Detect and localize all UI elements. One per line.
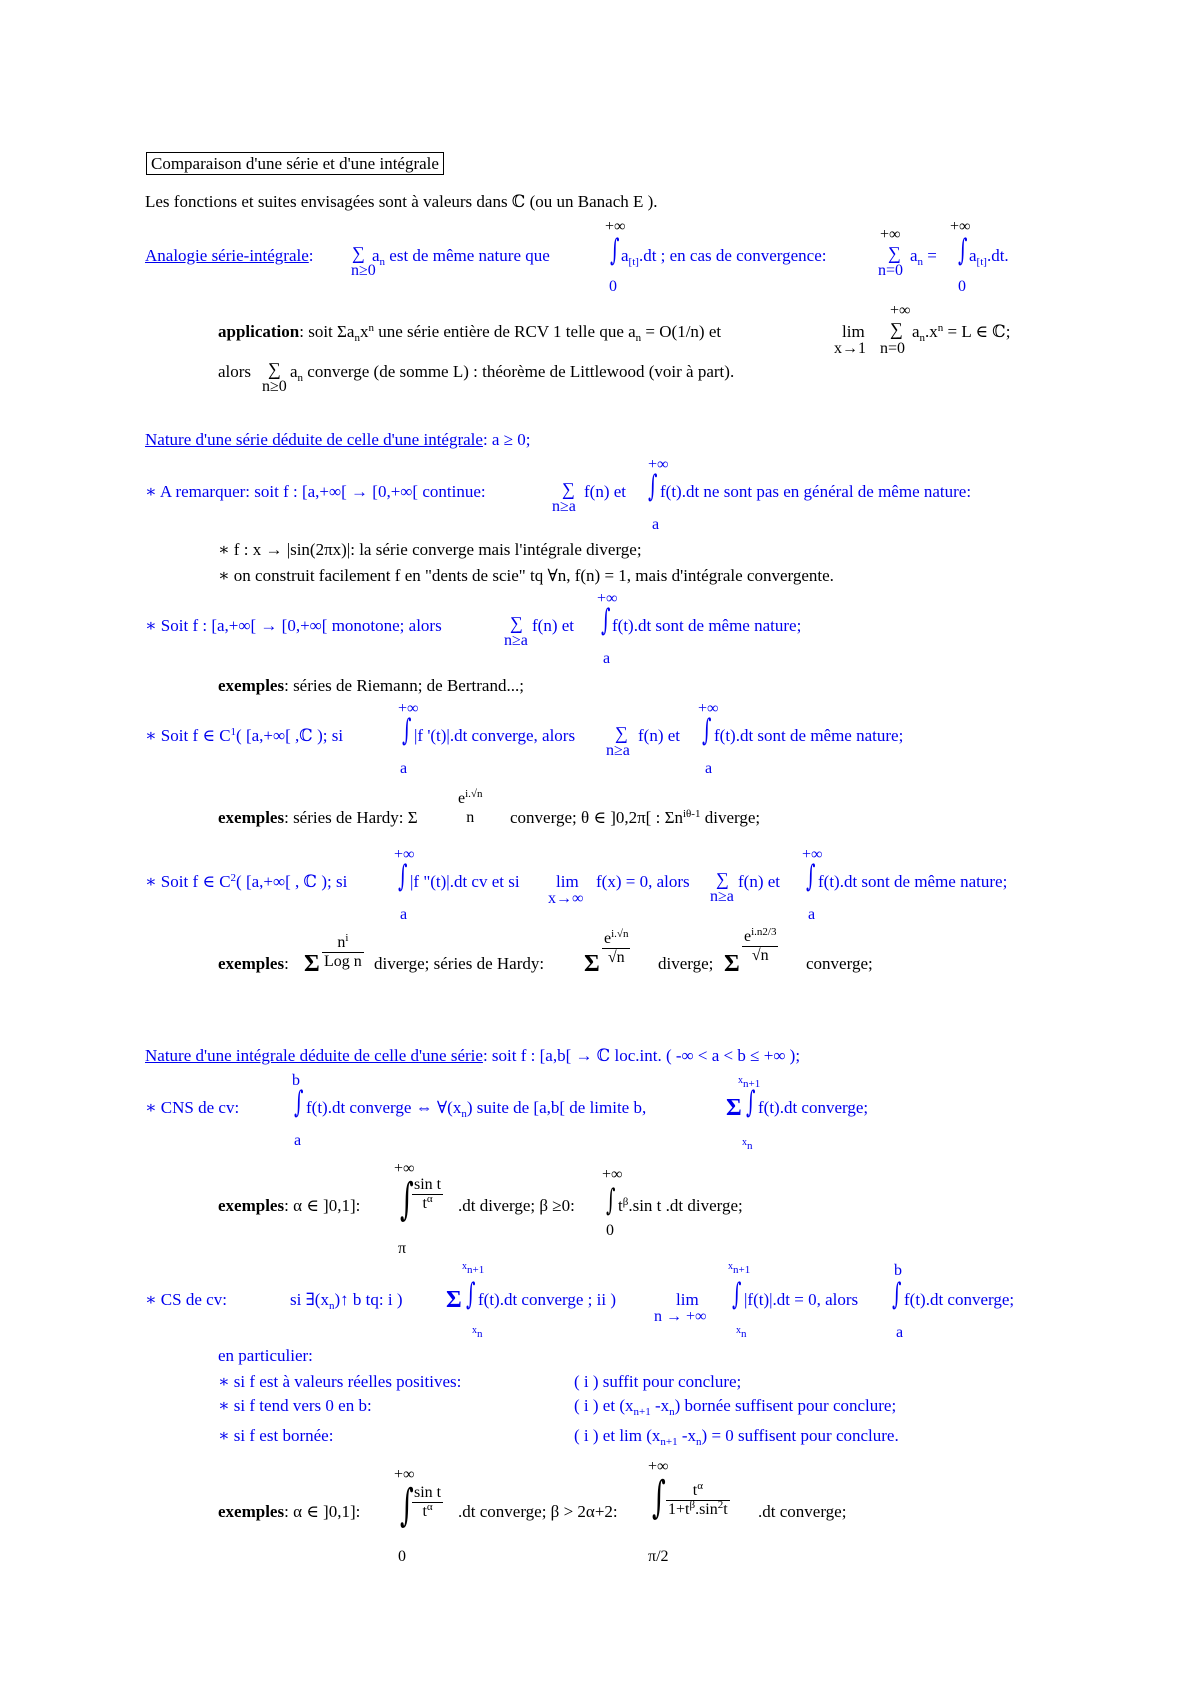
exemples-3c: converge; [806,954,873,973]
section-heading: Nature d'une série déduite de celle d'une intégrale [145,430,483,449]
fraction-ei-sqrt-n: $e^{i.√n}$ n [458,788,483,826]
integral-symbol: ∫ [466,1277,476,1312]
sum-symbol: Σ [304,951,320,977]
fraction-sint-talpha-2: $\frac{\text{sin t}}{t^\alpha}$ [414,1484,442,1520]
bound-upper: +∞ [605,218,626,235]
bound-upper: +∞ [597,590,618,607]
monotone-tail: f(t).dt sont de même nature; [612,616,802,635]
remark-line: ∗ A remarquer: soit f : [a,+∞[ → [0,+∞[ continue: [145,482,486,501]
sum-symbol: ∑ [562,479,575,499]
bound-lower: $x_n$ [472,1325,483,1340]
exemples-label-3: exemples: [218,954,289,973]
exemples-5c: .dt converge; [758,1502,847,1521]
sum-symbol: ∑ [352,243,365,263]
monotone-sum: f(n) et [532,616,575,635]
sum-index: n≥a [552,498,576,515]
fraction-ni-logn: $n^i$ Log n [324,932,362,970]
c2-sum: f(n) et [738,872,781,891]
bound-lower: $x_n$ [736,1325,747,1340]
bound-lower: 0 [606,1222,614,1239]
section-heading: Nature d'une intégrale déduite de celle d'une série [145,1046,483,1065]
sum-index: n≥0 [262,378,287,395]
integral-symbol: ∫ [702,713,712,748]
cs-label: ∗ CS de cv: [145,1290,227,1309]
sum-index: n≥a [606,742,630,759]
bullet-sin: ∗ f : x → |sin(2πx)|: la série converge mais l'intégrale diverge; [218,540,642,559]
exemples-5: exemples: α ∈ ]0,1]: [218,1502,361,1521]
bound-upper: +∞ [394,1160,415,1177]
c1-tail: f(t).dt sont de même nature; [714,726,904,745]
sum-symbol: Σ [584,951,600,977]
sum-symbol: Σ [726,1095,742,1121]
integral-symbol: ∫ [746,1085,756,1120]
sum-index: n≥a [504,632,528,649]
case-zero-result: ( i ) et ($x_{n+1}$ $-x_n$) bornée suffisent pour conclure; [574,1396,897,1418]
integral-symbol: ∫ [732,1277,742,1312]
sum-symbol: Σ [724,951,740,977]
sum-symbol: ∑ [268,359,281,379]
lim-index: n → +∞ [654,1308,707,1325]
analogie-integrand2: $a_{[t]}.dt$. [969,246,1009,268]
section-heading: Analogie série-intégrale [145,246,309,265]
lim-index: x→∞ [548,890,584,907]
integral-symbol: ∫ [402,713,412,748]
cs-limit: |f(t)|.dt = 0, alors [744,1290,859,1309]
integral-symbol: ∫ [294,1085,304,1120]
exemples-4c: $t^\beta.\sin$ t .dt diverge; [618,1196,743,1215]
bound-upper: $x_{n+1}$ [738,1075,761,1090]
remark-sum: f(n) et [584,482,627,501]
fraction-sint-talpha: $\frac{\text{sin t}}{t^\alpha}$ [414,1176,442,1212]
bound-upper: +∞ [648,456,669,473]
case-bounded-result: ( i ) et $\lim (x_{n+1}$ $-x_n) = 0$ suffisent pour conclure. [574,1426,899,1448]
integral-symbol: ∫ [400,1174,414,1225]
bound-upper: +∞ [802,846,823,863]
c1-sum: f(n) et [638,726,681,745]
sum-index: n=0 [878,262,904,279]
bound-lower: a [400,906,408,923]
exemples-hardy-1: exemples: séries de Hardy: Σ [218,808,418,827]
bound-lower: a [294,1132,302,1149]
lim-label: lim [842,322,865,341]
bound-lower: a [603,650,611,667]
sum-symbol: ∑ [510,613,523,633]
sum-symbol: ∑ [890,319,903,339]
integral-symbol: ∫ [610,233,620,268]
bound-upper: +∞ [602,1166,623,1183]
section-integrale-depuis-serie: Nature d'une intégrale déduite de celle d'une série: soit f : [a,b[ → ℂ loc.int. ( -∞ < a < b ≤ +∞ ); [145,1046,801,1065]
sum-symbol: ∑ [888,243,901,263]
bound-upper: $x_{n+1}$ [462,1261,485,1276]
alors-text: $a_n$ converge (de somme L) : théorème de Littlewood (voir à part). [290,362,735,384]
integral-symbol: ∫ [400,1480,414,1531]
bullet-dents: ∗ on construit facilement f en "dents de scie" tq ∀n, f(n) = 1, mais d'intégrale convergente. [218,566,834,585]
analogie-integrand: $a_{[t]}.dt$ ; en cas de convergence: [621,246,827,268]
bound-upper: +∞ [890,302,911,319]
c2-cv: |f "(t)|.dt cv et si [410,872,520,891]
cns-text: f(t).dt converge ⇔ $\forall(x_n)$ suite de [a,b[ de limite b, [306,1098,647,1120]
lim-label: lim [556,872,579,891]
cns-tail: f(t).dt converge; [758,1098,869,1117]
section-analogie: Analogie série-intégrale: [145,246,314,265]
sum-index: n≥a [710,888,734,905]
c2-tail: f(t).dt sont de même nature; [818,872,1008,891]
bound-upper: +∞ [950,218,971,235]
bound-lower: a [705,760,713,777]
integral-symbol: ∫ [648,469,658,504]
bound-upper: +∞ [394,1466,415,1483]
cns-label: ∗ CNS de cv: [145,1098,240,1117]
integral-symbol: ∫ [606,1183,616,1218]
bound-upper: +∞ [880,226,901,243]
bound-upper: +∞ [394,846,415,863]
lim-label: lim [676,1290,699,1309]
monotone-line: ∗ Soit f : [a,+∞[ → [0,+∞[ monotone; alors [145,616,442,635]
bound-upper: $x_{n+1}$ [728,1261,751,1276]
sum-symbol: ∑ [615,723,628,743]
integral-symbol: ∫ [601,603,611,638]
c1-line: ∗ Soit f ∈ $C^1$( [a,+∞[ ,ℂ ); si [145,726,344,745]
exemples-3a: diverge; séries de Hardy: [374,954,545,973]
remark-tail: f(t).dt ne sont pas en général de même nature: [660,482,972,501]
bound-upper: +∞ [398,700,419,717]
sum-symbol: ∑ [716,869,729,889]
bound-upper: +∞ [648,1458,669,1475]
exemples-4: exemples: α ∈ ]0,1]: [218,1196,361,1215]
analogie-text: $a_n$ est de même nature que [372,246,550,268]
sum-index: n≥0 [351,262,376,279]
sum-index: n=0 [880,340,906,357]
exemples-3b: diverge; [658,954,714,973]
bound-lower: $x_n$ [742,1137,753,1152]
fraction-ein23-sqrtn: $\frac{e^{i.n2/3}}{√n}$ [744,926,777,964]
lim-index: x→1 [834,340,866,357]
integral-symbol: ∫ [806,859,816,894]
alors-label: alors [218,362,252,381]
c2-limit: f(x) = 0, alors [596,872,690,891]
fraction-ei-sqrtn: $\frac{e^{i.√n}}{√n}$ [604,928,629,966]
bound-upper: b [894,1262,902,1279]
case-zero: ∗ si f tend vers 0 en b: [218,1396,372,1415]
section-serie-depuis-integrale: Nature d'une série déduite de celle d'une intégrale: a ≥ 0; [145,430,531,449]
exemples-4b: .dt diverge; β ≥0: [458,1196,575,1215]
integral-symbol: ∫ [398,859,408,894]
case-bounded: ∗ si f est bornée: [218,1426,334,1445]
bound-lower: a [808,906,816,923]
integral-symbol: ∫ [652,1472,666,1523]
intro-text: Les fonctions et suites envisagées sont à valeurs dans ℂ (ou un Banach E ). [145,192,658,211]
bound-lower: 0 [398,1548,406,1565]
bound-lower: π [398,1240,407,1257]
bound-lower: π/2 [648,1548,669,1565]
cs-converge: f(t).dt converge ; ii ) [478,1290,617,1309]
cs-text: si $\exists(x_n)↑$ b tq: i ) [290,1290,403,1312]
bound-lower: a [652,516,660,533]
bound-upper: b [292,1072,300,1089]
application-tail: $a_n.x^n = L$ ∈ ℂ; [912,322,1011,344]
exemples-5b: .dt converge; β > 2α+2: [458,1502,618,1521]
bound-upper: +∞ [698,700,719,717]
c1-converge: |f '(t)|.dt converge, alors [414,726,576,745]
integral-symbol: ∫ [892,1277,902,1312]
case-positive: ∗ si f est à valeurs réelles positives: [218,1372,462,1391]
exemples-hardy-1-tail: converge; θ ∈ ]0,2π[ : $\Sigma n^{i\theta-1}$ diverge; [510,808,761,827]
exemples-riemann: exemples: séries de Riemann; de Bertrand...; [218,676,524,695]
cs-tail: f(t).dt converge; [904,1290,1015,1309]
application-line: application: soit $\Sigma a_nx^n$ une série entière de RCV 1 telle que $a_n = O(1/n)$ et [218,322,722,344]
bound-lower: a [896,1324,904,1341]
bound-lower: a [400,760,408,777]
analogie-sum: $a_n$ = [910,246,937,268]
bound-lower: 0 [958,278,966,295]
integral-symbol: ∫ [958,233,968,268]
sum-symbol: Σ [446,1287,462,1313]
en-particulier: en particulier: [218,1346,313,1365]
case-positive-result: ( i ) suffit pour conclure; [574,1372,742,1391]
page-title: Comparaison d'une série et d'une intégrale [146,154,444,174]
fraction-talpha-denominator: $\frac{t^\alpha}{1+t^\beta.\sin^2t}$ [668,1480,728,1518]
c2-line: ∗ Soit f ∈ $C^2$( [a,+∞[ , ℂ ); si [145,872,348,891]
bound-lower: 0 [609,278,617,295]
